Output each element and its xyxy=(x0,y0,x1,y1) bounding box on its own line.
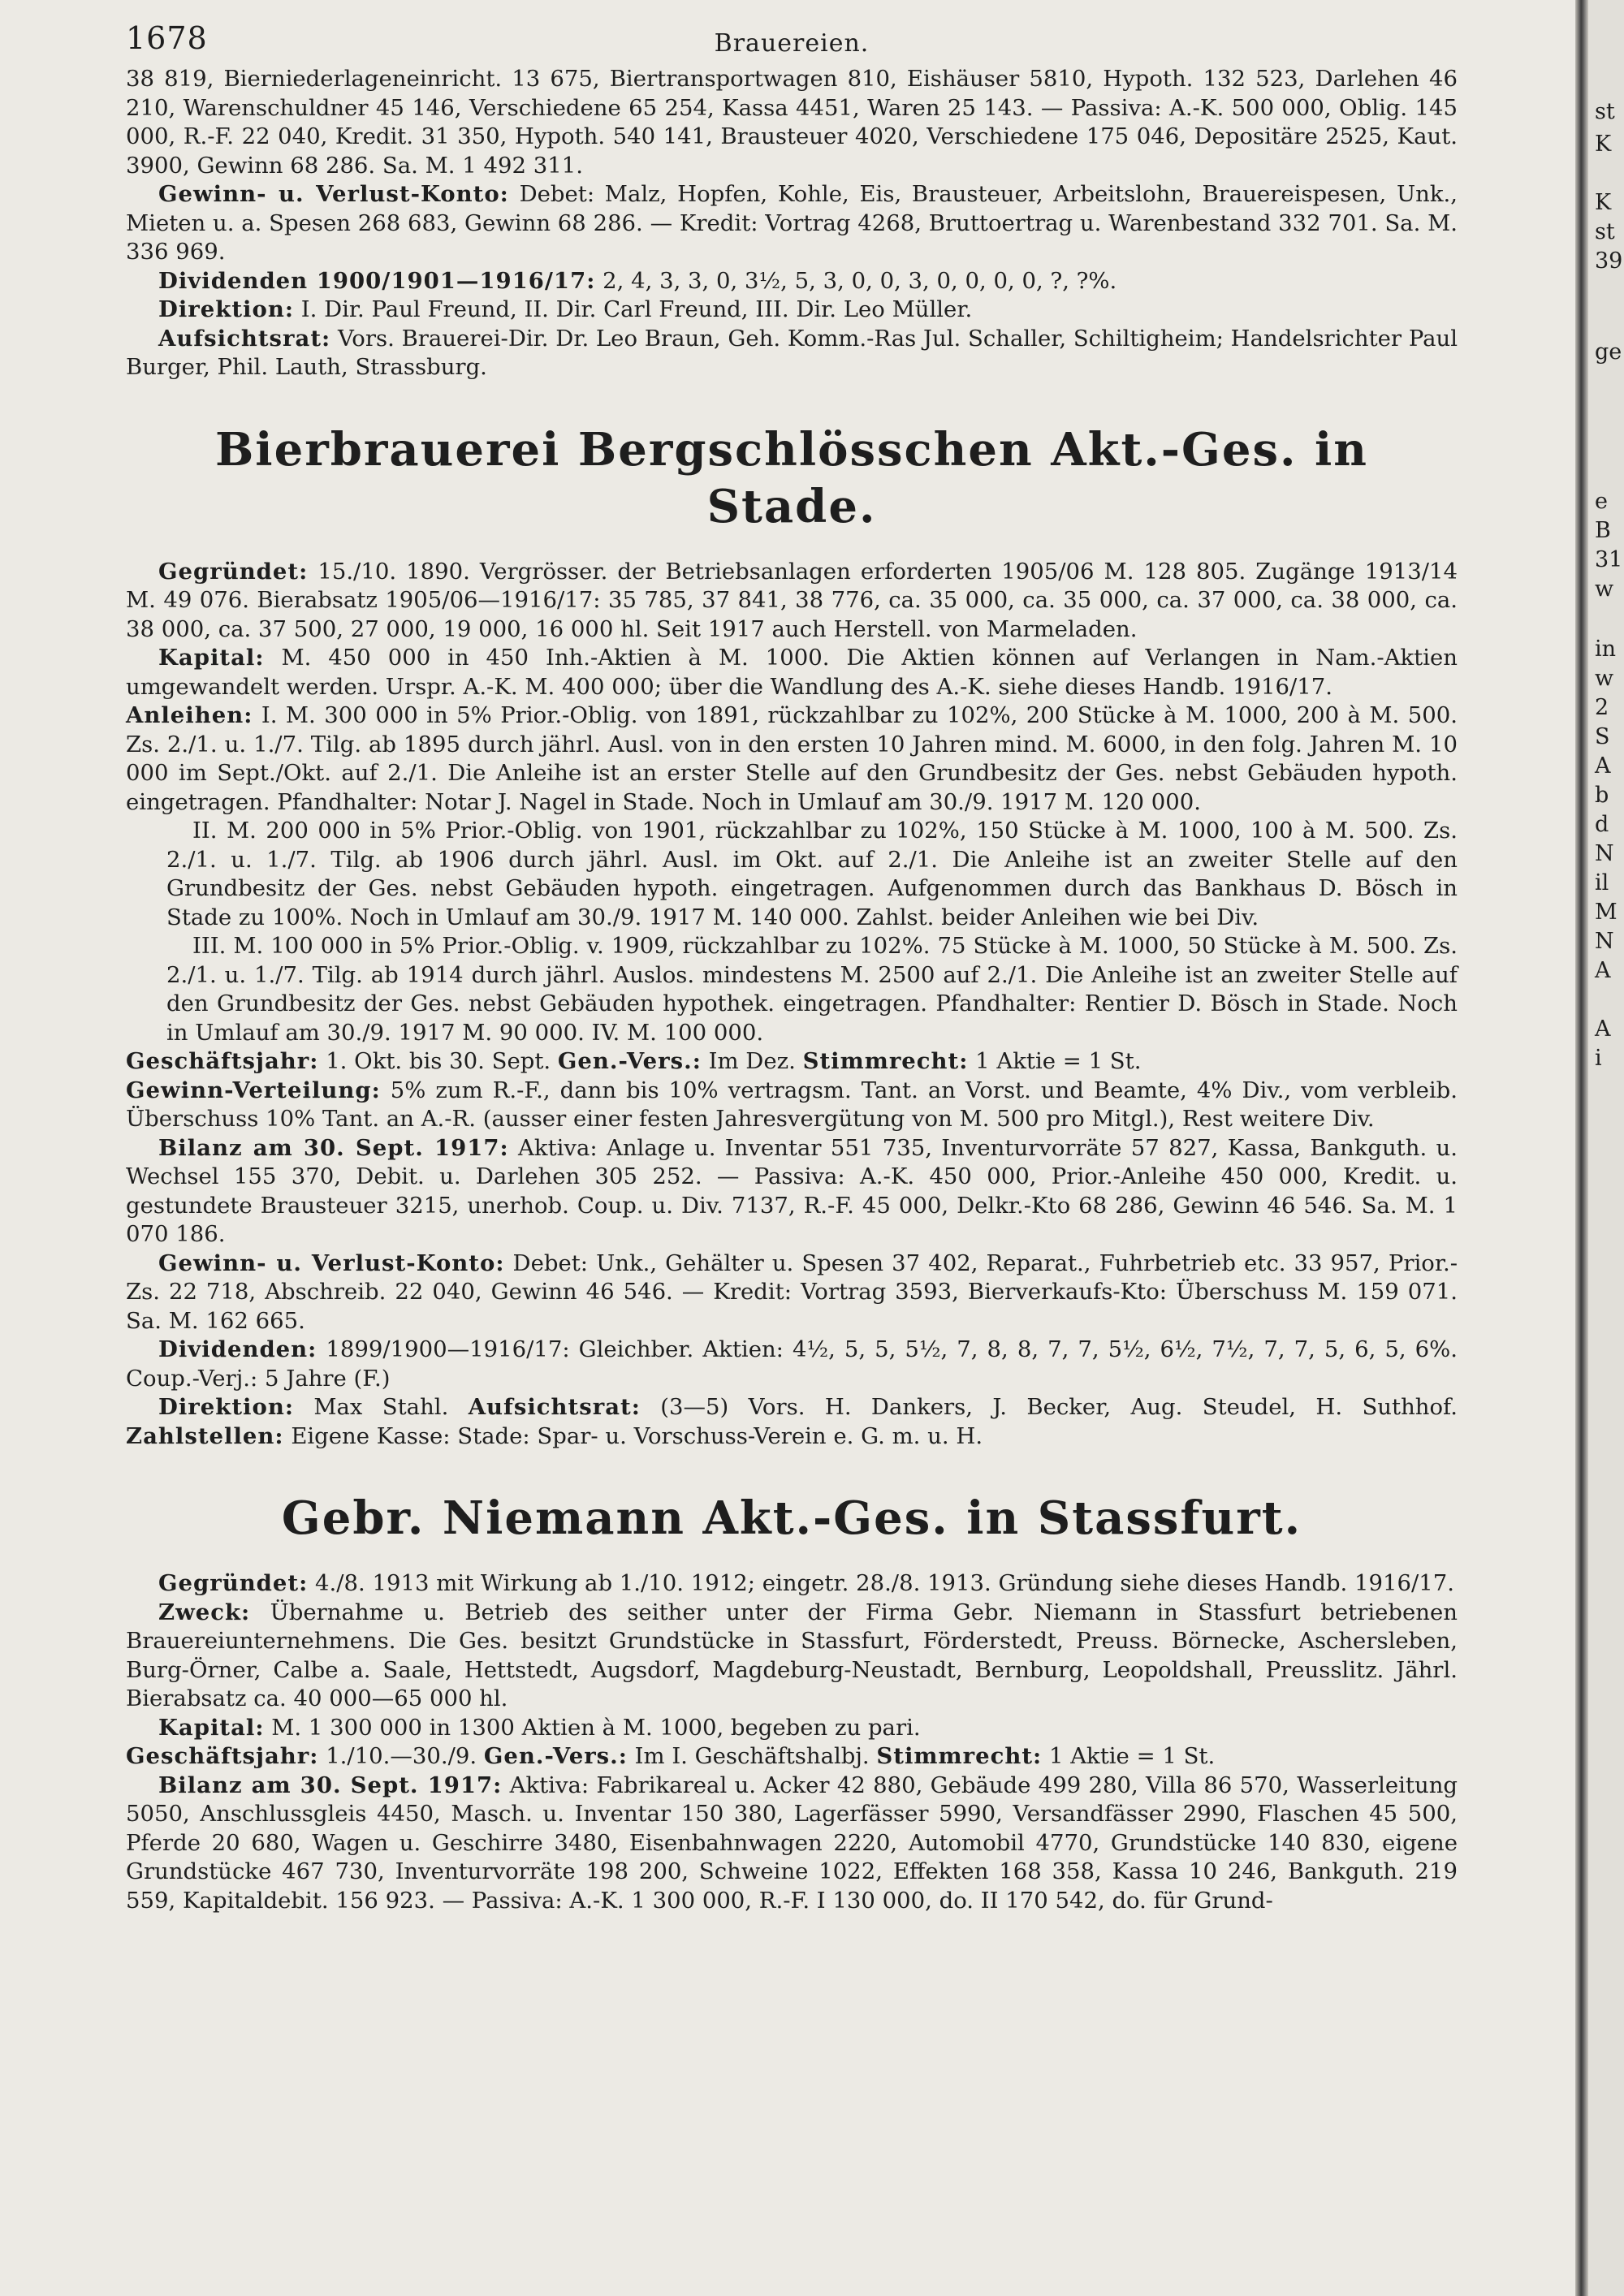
stade-gewinn-verlust: Gewinn- u. Verlust-Konto: Debet: Unk., Gehälter u. Spesen 37 402, Reparat., Fuhrbetrieb etc. 33 957, Prior.-Zs. 22 718, Abschreib. 22 040, Gewinn 46 546. — Kredit: Vortrag 3593, Bierverkaufs-Kto: Überschuss M. 159 071. Sa. M. 162 665. xyxy=(126,1249,1458,1334)
prev-aufsichtsrat: Aufsichtsrat: Vors. Brauerei-Dir. Dr. Leo Braun, Geh. Komm.-Ras Jul. Schaller, Schiltigheim; Handelsrichter Paul Burger, Phil. Lauth, Strassburg. xyxy=(126,325,1458,380)
niemann-company-entry xyxy=(126,1490,1458,1915)
margin-fragment: N xyxy=(1595,841,1614,866)
stade-anleihe-2: II. M. 200 000 in 5% Prior.-Oblig. von 1901, rückzahlbar zu 102%, 150 Stücke à M. 1000, 100 à M. 500. Zs. 2./1. u. 1./7. Tilg. ab 1906 durch jährl. Ausl. im Okt. auf 2./1. Die Anleihe ist an zweiter Stelle auf den Grundbesitz der Ges. nebst Gebäuden hypoth. eingetragen. Aufgenommen durch das Bankhaus D. Bösch in Stade zu 100%. Noch in Umlauf am 30./9. 1917 M. 140 000. Zahlst. beider Anleihen wie bei Div. xyxy=(166,818,1458,930)
margin-fragment: d xyxy=(1595,812,1609,837)
margin-fragment: S xyxy=(1595,724,1610,749)
margin-fragment: K xyxy=(1595,132,1612,157)
margin-fragment: 31 xyxy=(1595,547,1623,572)
stade-gewinn-verteilung: Gewinn-Verteilung: 5% zum R.-F., dann bis 10% vertragsm. Tant. an Vorst. und Beamte, 4% Div., vom verbleib. Überschuss 10% Tant. an A.-R. (ausser einer festen Jahresvergütung von M. 500 pro Mitgl.), Rest weitere Div. xyxy=(126,1077,1458,1132)
book-gutter xyxy=(1575,0,1588,2296)
stade-anleihe-1: Anleihen: I. M. 300 000 in 5% Prior.-Oblig. von 1891, rückzahlbar zu 102%, 200 Stücke à M. 1000, 200 à M. 500. Zs. 2./1. u. 1./7. Tilg. ab 1895 durch jährl. Ausl. von in den ersten 10 Jahren mind. M. 6000, in den folg. Jahren M. 10 000 im Sept./Okt. auf 2./1. Die Anleihe ist an erster Stelle auf den Grundbesitz der Ges. nebst Gebäuden hypoth. eingetragen. Pfandhalter: Notar J. Nagel in Stade. Noch in Umlauf am 30./9. 1917 M. 120 000. xyxy=(126,702,1458,815)
stade-direktion: Direktion: Max Stahl. Aufsichtsrat: (3—5) Vors. H. Dankers, J. Becker, Aug. Steudel, H. Suthhof. Zahlstellen: Eigene Kasse: Stade: Spar- u. Vorschuss-Verein e. G. m. u. H. xyxy=(126,1394,1458,1449)
margin-fragment: w xyxy=(1595,666,1614,691)
margin-fragment: M xyxy=(1595,900,1618,925)
margin-fragment: st xyxy=(1595,99,1615,124)
margin-fragment: i xyxy=(1595,1046,1602,1071)
running-head xyxy=(126,20,1458,65)
niemann-bilanz: Bilanz am 30. Sept. 1917: Aktiva: Fabrikareal u. Acker 42 880, Gebäude 499 280, Villa 86 570, Wasserleitung 5050, Anschlussgleis 4450, Masch. u. Inventar 150 380, Lagerfässer 5990, Versandfässer 2990, Flaschen 45 500, Pferde 20 680, Wagen u. Geschirre 3480, Eisenbahnwagen 2220, Automobil 4770, Grundstücke 140 830, eigene Grundstücke 467 730, Inventurvorräte 198 200, Schweine 1022, Effekten 168 358, Kassa 10 246, Bankguth. 219 559, Kapitaldebit. 156 923. — Passiva: A.-K. 1 300 000, R.-F. I 130 000, do. II 170 542, do. für Grund- xyxy=(126,1772,1458,1914)
margin-fragment: w xyxy=(1595,576,1614,602)
margin-fragment: 2 xyxy=(1595,695,1609,720)
page-number: 1678 xyxy=(126,20,208,56)
stade-geschaeftsjahr: Geschäftsjahr: 1. Okt. bis 30. Sept. Gen.-Vers.: Im Dez. Stimmrecht: 1 Aktie = 1 St. xyxy=(126,1048,1142,1074)
margin-fragment: A xyxy=(1595,1016,1611,1042)
stade-anleihe-3: III. M. 100 000 in 5% Prior.-Oblig. v. 1909, rückzahlbar zu 102%. 75 Stücke à M. 1000, 50 Stücke à M. 500. Zs. 2./1. u. 1./7. Tilg. ab 1914 durch jährl. Auslos. mindestens M. 2500 auf 2./1. Die Anleihe ist an zweiter Stelle auf den Grundbesitz der Ges. nebst Gebäuden hypothek. eingetragen. Pfandhalter: Rentier D. Bösch in Stade. Noch in Umlauf am 30./9. 1917 M. 90 000. IV. M. 100 000. xyxy=(166,933,1458,1046)
prev-company-entry xyxy=(126,65,1458,382)
margin-fragment: A xyxy=(1595,753,1611,779)
margin-fragment: B xyxy=(1595,518,1611,543)
stade-kapital: Kapital: M. 450 000 in 450 Inh.-Aktien à M. 1000. Die Aktien können auf Verlangen in Nam.-Aktien umgewandelt werden. Urspr. A.-K. M. 400 000; über die Wandlung des A.-K. siehe dieses Handb. 1916/17. xyxy=(126,645,1458,700)
margin-fragment: A xyxy=(1595,958,1611,983)
niemann-gegruendet: Gegründet: 4./8. 1913 mit Wirkung ab 1./10. 1912; eingetr. 28./8. 1913. Gründung siehe dieses Handb. 1916/17. xyxy=(158,1570,1455,1596)
niemann-kapital: Kapital: M. 1 300 000 in 1300 Aktien à M. 1000, begeben zu pari. xyxy=(158,1714,921,1741)
margin-fragment: ge xyxy=(1595,339,1622,365)
margin-fragment: in xyxy=(1595,637,1617,662)
prev-direktion: Direktion: I. Dir. Paul Freund, II. Dir. Carl Freund, III. Dir. Leo Müller. xyxy=(158,296,973,322)
prev-profit-loss: Gewinn- u. Verlust-Konto: Debet: Malz, Hopfen, Kohle, Eis, Brausteuer, Arbeitslohn, Brauereispesen, Unk., Mieten u. a. Spesen 268 683, Gewinn 68 286. — Kredit: Vortrag 4268, Bruttoertrag u. Warenbestand 332 701. Sa. M. 336 969. xyxy=(126,181,1458,265)
stade-company-entry xyxy=(126,421,1458,1452)
stade-bilanz: Bilanz am 30. Sept. 1917: Aktiva: Anlage u. Inventar 551 735, Inventurvorräte 57 827, Kassa, Bankguth. u. Wechsel 155 370, Debit. u. Darlehen 305 252. — Passiva: A.-K. 450 000, Prior.-Anleihe 450 000, Kredit. u. gestundete Brausteuer 3215, unerhob. Coup. u. Div. 7137, R.-F. 45 000, Delkr.-Kto 68 286, Gewinn 46 546. Sa. M. 1 070 186. xyxy=(126,1134,1458,1247)
margin-fragment: st xyxy=(1595,219,1615,244)
margin-fragment: b xyxy=(1595,783,1609,808)
prev-balance-text: 38 819, Bierniederlageneinricht. 13 675, Biertransportwagen 810, Eishäuser 5810, Hypoth. 132 523, Darlehen 46 210, Warenschuldner 45 146, Verschiedene 65 254, Kassa 4451, Waren 25 143. — Passiva: A.-K. 500 000, Oblig. 145 000, R.-F. 22 040, Kredit. 31 350, Hypoth. 540 141, Brausteuer 4020, Verschiedene 175 046, Depositäre 2525, Kaut. 3900, Gewinn 68 286. Sa. M. 1 492 311. xyxy=(126,66,1458,179)
running-title: Brauereien. xyxy=(714,29,870,58)
adjacent-page-edge xyxy=(1588,0,1624,2296)
margin-fragment: N xyxy=(1595,929,1614,954)
prev-dividends: Dividenden 1900/1901—1916/17: 2, 4, 3, 3, 0, 3½, 5, 3, 0, 0, 3, 0, 0, 0, 0, ?, ?%. xyxy=(158,267,1117,294)
niemann-geschaeftsjahr: Geschäftsjahr: 1./10.—30./9. Gen.-Vers.: Im I. Geschäftshalbj. Stimmrecht: 1 Aktie = 1 St. xyxy=(126,1743,1216,1769)
margin-fragment: K xyxy=(1595,190,1612,215)
margin-fragment: 39 xyxy=(1595,248,1623,274)
text-column xyxy=(126,20,1458,1915)
company-heading-stade: Bierbrauerei Bergschlösschen Akt.-Ges. in Stade. xyxy=(214,422,1369,533)
company-heading-niemann: Gebr. Niemann Akt.-Ges. in Stassfurt. xyxy=(281,1491,1302,1545)
stade-gegruendet: Gegründet: 15./10. 1890. Vergrösser. der Betriebsanlagen erforderten 1905/06 M. 128 805. Zugänge 1913/14 M. 49 076. Bierabsatz 1905/06—1916/17: 35 785, 37 841, 38 776, ca. 35 000, ca. 35 000, ca. 37 000, ca. 38 000, ca. 38 000, ca. 37 500, 27 000, 19 000, 16 000 hl. Seit 1917 auch Herstell. von Marmeladen. xyxy=(126,558,1458,642)
niemann-zweck: Zweck: Übernahme u. Betrieb des seither unter der Firma Gebr. Niemann in Stassfurt betriebenen Brauereiunternehmens. Die Ges. besitzt Grundstücke in Stassfurt, Förderstedt, Preuss. Börnecke, Aschersleben, Burg-Örner, Calbe a. Saale, Hettstedt, Augsdorf, Magdeburg-Neustadt, Bernburg, Leopoldshall, Preusslitz. Jährl. Bierabsatz ca. 40 000—65 000 hl. xyxy=(126,1599,1458,1711)
margin-fragment: il xyxy=(1595,870,1609,896)
margin-fragment: e xyxy=(1595,489,1608,514)
stade-dividenden: Dividenden: 1899/1900—1916/17: Gleichber. Aktien: 4½, 5, 5, 5½, 7, 8, 8, 7, 7, 5½, 6½, 7½, 7, 7, 5, 6, 5, 6%. Coup.-Verj.: 5 Jahre (F.) xyxy=(126,1336,1458,1392)
